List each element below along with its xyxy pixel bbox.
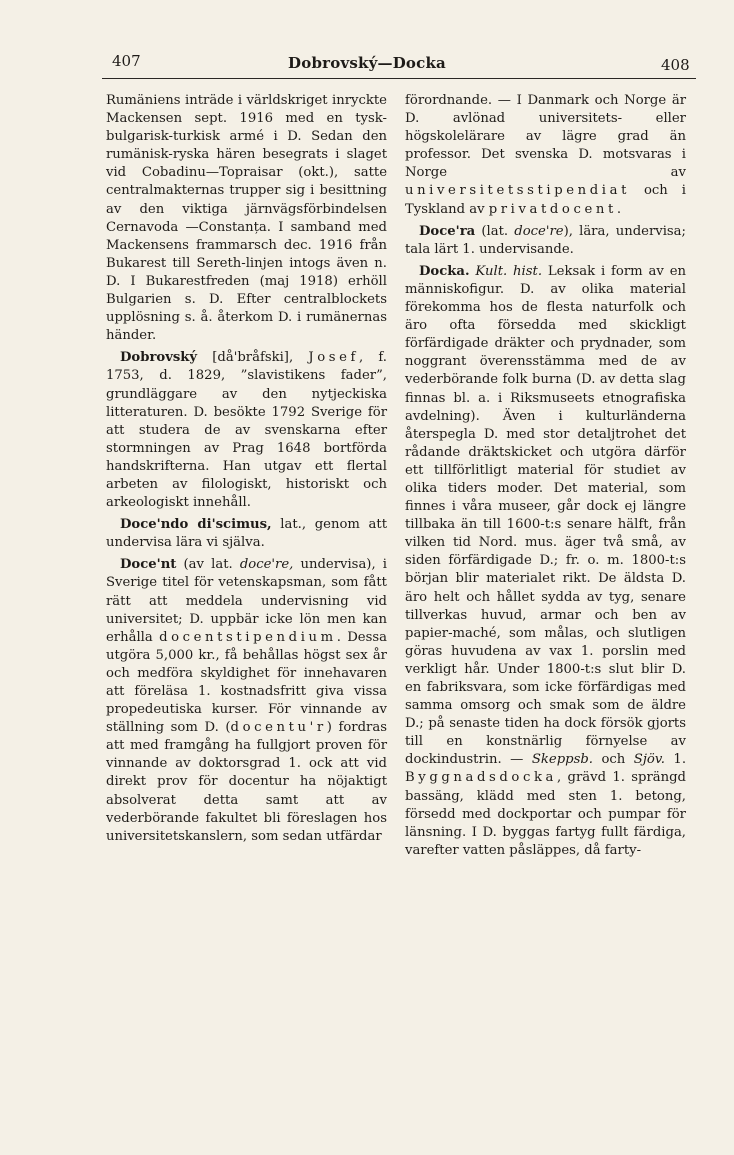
subject-label: Sjöv. — [633, 752, 665, 768]
page-number-left: 407 — [112, 52, 141, 70]
entry-text: , grävd 1. sprängd bassäng, klädd med sten 1. betong, försedd med dockportar och pumpar för länsning. I D. byggas fartyg fullt färdiga, varefter vatten påsläppes, då farty- — [405, 770, 686, 858]
entry-text: och — [592, 752, 634, 768]
entry-text: (lat. — [475, 223, 515, 239]
entry-text: Leksak i form av en människofigur. D. av olika material förekomma hos de flesta naturfolk och äro ofta försedda med skickligt förfärdigade dräkter och prydnader, som noggrant överensstämma med de av vederbörande folk burna (D. av detta slag finnas bl. a. i Riksmuseets etnografiska avdelning). Även i kulturländerna återspegla D. med stor detaljtrohet det rådande dräktskicket och utgöra därför ett tillförlitligt material för studiet av olika tiders moder. Det material, som finnes i våra museer, går dock ej längre tillbaka än till 1600-t:s senare hälft, från vilken tid Nord. mus. äger två små, av siden förfärdigade D.; fr. o. m. 1800-t:s början blir materialet rikt. De äldsta D. äro helt och hållet sydda av tyg, senare tillverkas huvud, armar och ben av papier-maché, som målas, och slutligen göras huvudena av vax 1. porslin med verkligt hår. Under 1800-t:s slut blir D. en fabriksvara, som icke förfärdigas med samma omsorg och smak som de äldre D.; på senaste tiden ha dock försök gjorts till en konstnärlig förnyelse av dockindustrin. — — [405, 263, 687, 768]
headword-docera: Doce'ra — [419, 223, 476, 239]
entry-dobrudja-continued: Rumäniens inträde i världskriget inryckte Mackensen sept. 1916 med en tysk-bulgarisk-turkisk armé i D. Sedan den rumänisk-ryska hären besegrats i slaget vid Cobadinu—Topraisar (okt.), satte centralmakternas trupper sig i besittning av den viktiga järnvägsförbindelsen Cernavoda —Constanța. I samband med Mackensens frammarsch dec. 1916 från Bukarest till Sereth-linjen intogs även n. D. I Bukarestfreden (maj 1918) erhöll Bulgarien s. D. Efter centralblockets upplösning s. å. återkom D. i rumänernas händer. — [106, 93, 387, 344]
entry-text: , f. 1753, d. 1829, ”slavistikens fader”, grundläggare av den nytjeckiska litteraturen. D. besökte 1792 Sverige för att studera de av svenskarna efter stormningen av Prag 1648 bortförda handskrifterna. Han utgav ett flertal arbeten av filologiskt, historiskt och arkeologiskt innehåll. — [106, 350, 387, 511]
entry-text: ), lära, undervisa; tala lärt 1. undervisande. — [405, 223, 686, 257]
entry-text: (av lat. — [176, 557, 240, 573]
page-number-right: 408 — [661, 56, 690, 74]
italic-term: doce're, — [239, 557, 294, 573]
headword-docka: Docka. — [419, 263, 470, 279]
spaced-term: universitetsstipendiat — [405, 183, 630, 199]
spaced-name: Josef — [308, 350, 360, 366]
pronunciation: [då'bråfski], — [197, 350, 309, 366]
headword-dobrovsky: Dobrovský — [120, 350, 198, 366]
entry-text: förordnande. — I Danmark och Norge är D. avlönad universitets- eller högskolelärare av lägre grad än professor. Det svenska D. motsvaras i Norge av — [405, 93, 686, 181]
italic-term: doce're — [514, 223, 564, 239]
spaced-term: Byggnadsdocka — [405, 770, 558, 786]
entry-text: undervisa), i Sverige titel för vetenskapsman, som fått rätt att meddela undervisning vid universitet; D. uppbär icke lön men kan erhålla — [106, 557, 387, 645]
entry-text: 1. — [664, 752, 687, 768]
entry-docka — [405, 263, 686, 860]
left-column — [106, 92, 387, 846]
entry-text: ) fordras att med framgång ha fullgjort proven för vinnande av doktorsgrad 1. ock att vid direkt prov för docentur ha nöjaktigt absolverat detta samt att av vederbörande fakultet bli föreslagen hos universitetskanslern, som sedan utfärdar — [106, 720, 387, 844]
spaced-term: privatdocent — [488, 201, 617, 217]
entry-text: och i Tyskland av — [405, 183, 686, 217]
page-header — [0, 52, 734, 76]
right-column — [405, 92, 686, 860]
entry-text: . — [616, 201, 622, 217]
spaced-term: docentu'r — [230, 720, 327, 736]
header-rule — [102, 78, 696, 79]
entry-docera — [405, 223, 686, 259]
spaced-term: docentstipendium — [159, 629, 337, 645]
running-head: Dobrovský—Docka — [288, 54, 446, 72]
entry-docent — [106, 556, 387, 846]
headword-docent: Doce'nt — [120, 557, 177, 573]
subject-label: Kult. hist. — [469, 263, 543, 279]
entry-docent-continued — [405, 92, 686, 219]
subject-label: Skeppsb. — [531, 752, 593, 768]
entry-text: . Dessa utgöra 5,000 kr., få behållas högst sex år och medföra skyldighet för innehavaren att föreläsa 1. kostnadsfritt giva vissa propedeutiska kurser. För vinnande av ställning som D. ( — [106, 629, 387, 736]
entry-dobrovsky — [106, 349, 387, 512]
entry-docendo-discimus — [106, 516, 387, 552]
headword-docendo: Doce'ndo di'scimus, — [120, 517, 272, 533]
entry-text: lat., genom att undervisa lära vi själva. — [106, 517, 387, 551]
